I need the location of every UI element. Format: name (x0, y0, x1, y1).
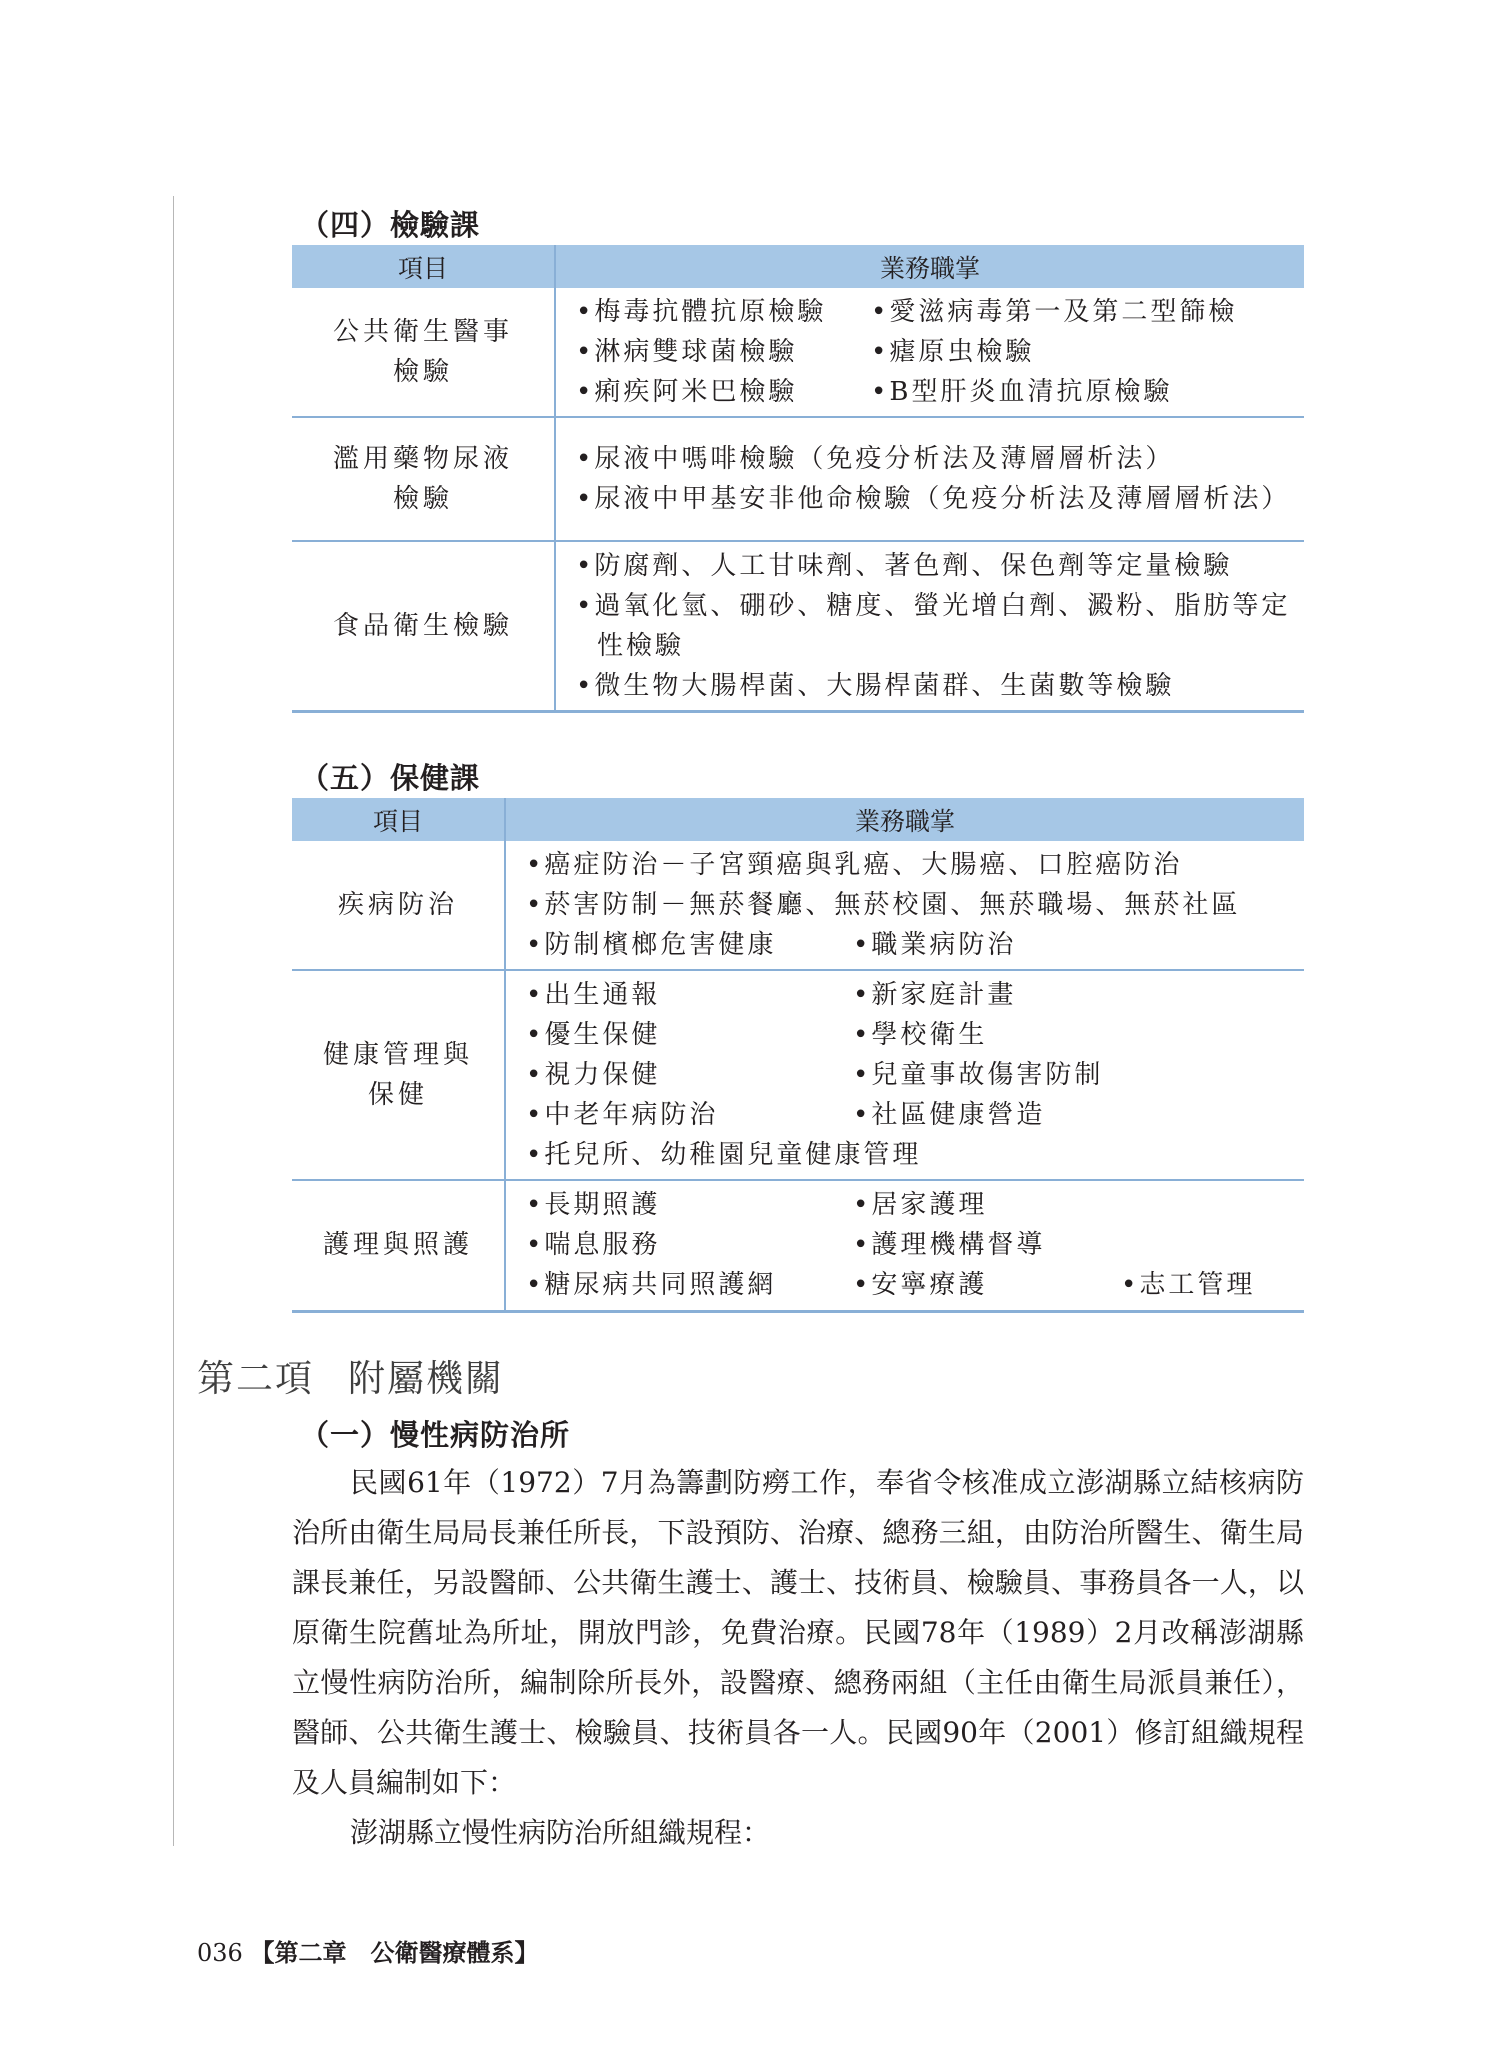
row-duties: •長期照護 •居家護理 •喘息服務 •護理機構督導 •糖尿病共同照護網 •安寧療護 •志工管理 (505, 1180, 1304, 1311)
inspection-table (292, 245, 1304, 713)
body-paragraph-lead: 澎湖縣立慢性病防治所組織規程： (350, 1816, 771, 1849)
column-header-duty: 業務職掌 (555, 245, 1304, 288)
chapter-subheading (197, 1348, 504, 1402)
section-title-health: （五）保健課 (300, 761, 481, 795)
column-header-duty: 業務職掌 (505, 798, 1304, 841)
row-item-label: 公共衛生醫事 檢驗 (292, 288, 555, 417)
chapter-label: 【第二章 公衛醫療體系】 (250, 1938, 539, 1967)
table-row (292, 970, 1304, 1180)
health-table (292, 798, 1304, 1313)
table-row (292, 288, 1304, 417)
row-duties: •梅毒抗體抗原檢驗 •愛滋病毒第一及第二型篩檢 •淋病雙球菌檢驗 •瘧原虫檢驗 •痢疾阿米巴檢驗 •B型肝炎血清抗原檢驗 (555, 288, 1304, 417)
section-title-chronic-disease: （一）慢性病防治所 (300, 1418, 571, 1452)
row-item-label: 護理與照護 (292, 1180, 505, 1311)
table-row (292, 1180, 1304, 1311)
page-number: 036 (197, 1939, 243, 1967)
row-duties: •尿液中嗎啡檢驗（免疫分析法及薄層層析法） •尿液中甲基安非他命檢驗（免疫分析法及薄層層析法） (555, 417, 1304, 541)
body-paragraph: 民國61年（1972）7月為籌劃防癆工作，奉省令核准成立澎湖縣立結核病防治所由衛生局局長兼任所長，下設預防、治療、總務三組，由防治所醫生、衛生局課長兼任，另設醫師、公共衛生護士、護士、技術員、檢驗員、事務員各一人，以原衛生院舊址為所址，開放門診，免費治療。民國78年（1989）2月改稱澎湖縣立慢性病防治所，編制除所長外，設醫療、總務兩組（主任由衛生局派員兼任），醫師、公共衛生護士、檢驗員、技術員各一人。民國90年（2001）修訂組織規程及人員編制如下： (292, 1466, 1305, 1799)
row-item-label: 食品衛生檢驗 (292, 541, 555, 712)
column-header-item: 項目 (292, 245, 555, 288)
row-duties: •出生通報 •新家庭計畫 •優生保健 •學校衛生 •視力保健 •兒童事故傷害防制 •中老年病防治 •社區健康營造 •托兒所、幼稚園兒童健康管理 (505, 970, 1304, 1180)
column-header-item: 項目 (292, 798, 505, 841)
section-title-inspection: （四）檢驗課 (300, 208, 481, 242)
row-duties: •防腐劑、人工甘味劑、著色劑、保色劑等定量檢驗 •過氧化氫、硼砂、糖度、螢光增白劑、澱粉、脂肪等定性檢驗 •微生物大腸桿菌、大腸桿菌群、生菌數等檢驗 (555, 541, 1304, 712)
table-row (292, 541, 1304, 712)
table-row (292, 417, 1304, 541)
row-item-label: 健康管理與 保健 (292, 970, 505, 1180)
row-duties: •癌症防治－子宮頸癌與乳癌、大腸癌、口腔癌防治 •菸害防制－無菸餐廳、無菸校園、無菸職場、無菸社區 •防制檳榔危害健康 •職業病防治 (505, 841, 1304, 970)
table-row (292, 841, 1304, 970)
page-footer (197, 1933, 538, 1968)
subheading-title: 附屬機關 (348, 1357, 504, 1400)
row-item-label: 濫用藥物尿液 檢驗 (292, 417, 555, 541)
subheading-number: 第二項 (197, 1357, 314, 1400)
row-item-label: 疾病防治 (292, 841, 505, 970)
margin-rule (173, 196, 174, 1846)
